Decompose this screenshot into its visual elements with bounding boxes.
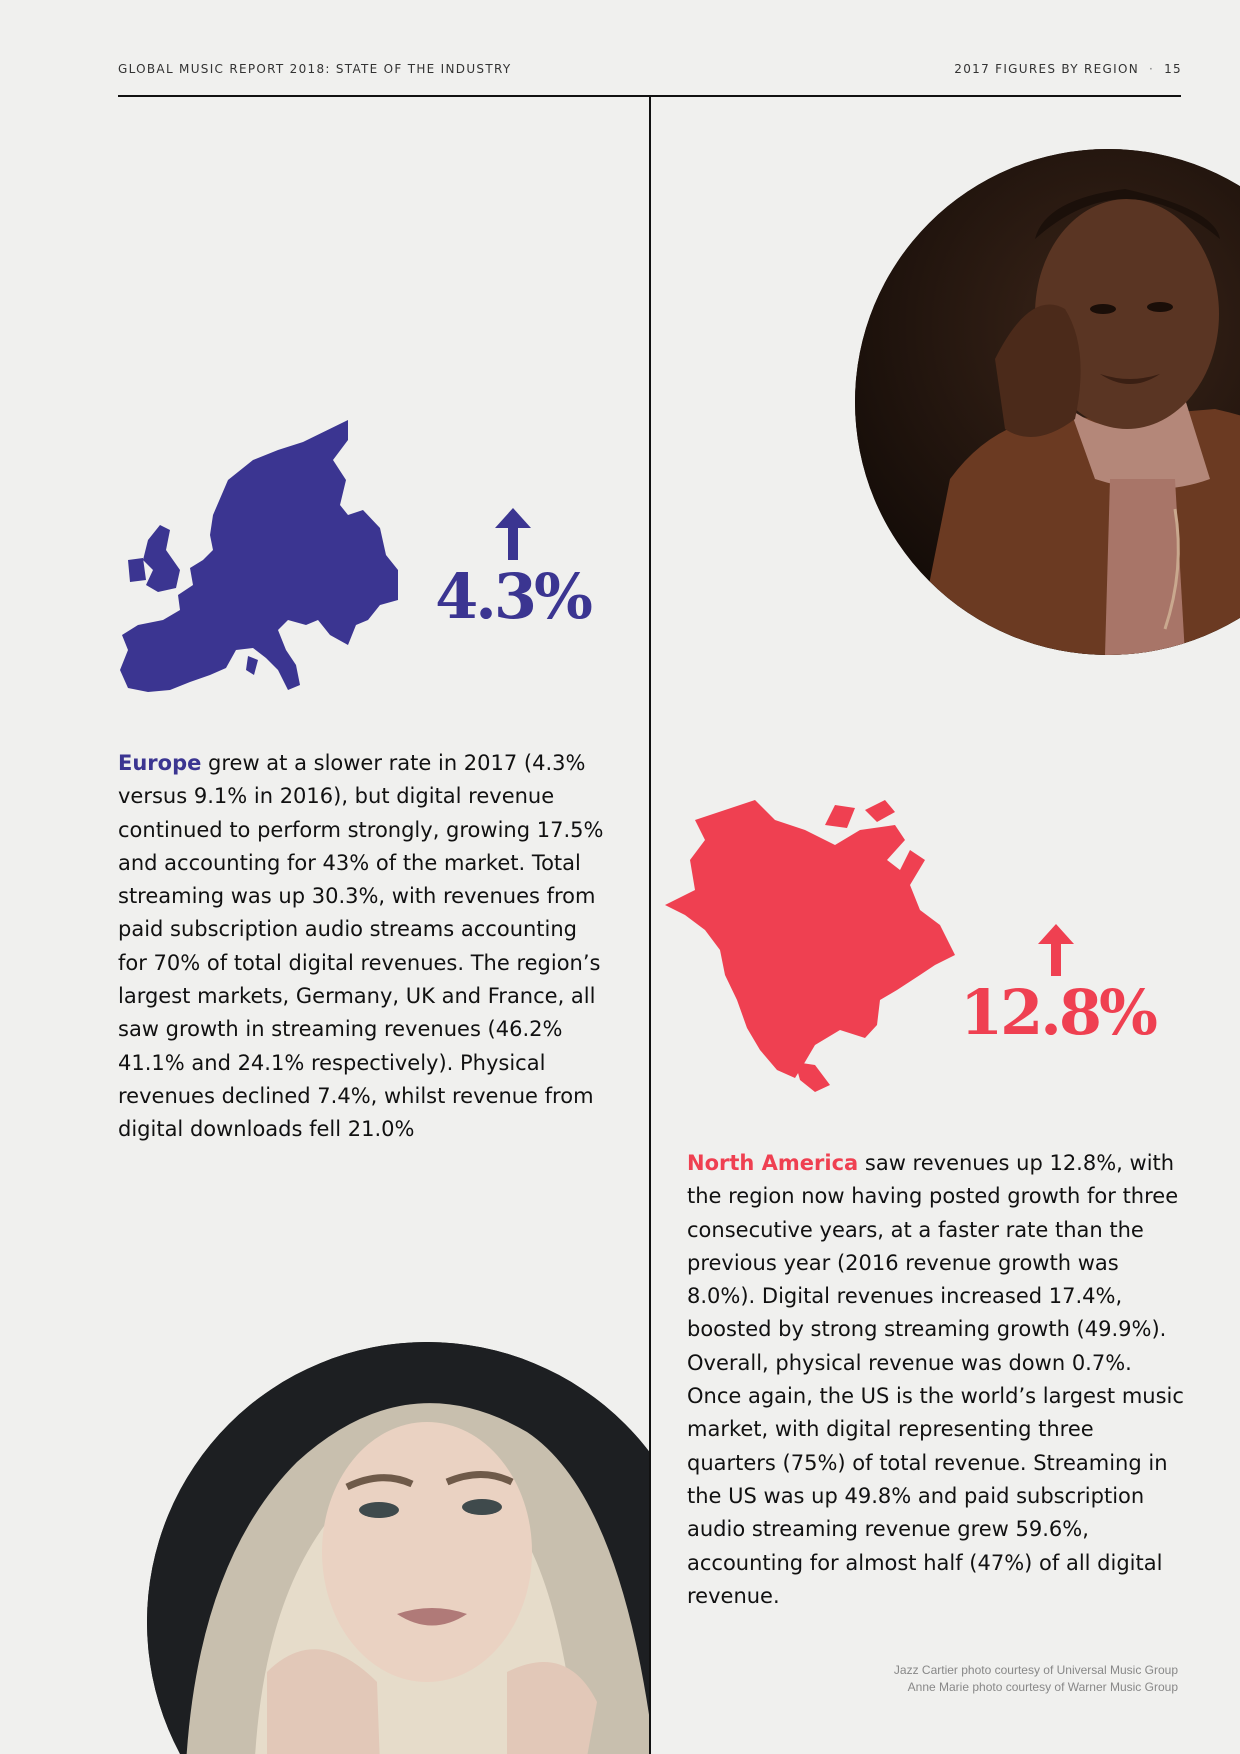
europe-growth-value: 4.3% bbox=[435, 560, 590, 633]
credit-jazz: Jazz Cartier photo courtesy of Universal Music Group bbox=[893, 1663, 1178, 1677]
section-label bbox=[954, 62, 1182, 76]
north-america-lead: North America bbox=[687, 1151, 859, 1175]
europe-growth-stat bbox=[425, 508, 600, 633]
europe-paragraph bbox=[118, 747, 608, 1147]
separator: · bbox=[1149, 62, 1155, 76]
jazz-cartier-photo bbox=[855, 149, 1240, 655]
credit-anne: Anne Marie photo courtesy of Warner Music Group bbox=[907, 1680, 1178, 1694]
europe-lead: Europe bbox=[118, 751, 202, 775]
north-america-map-icon bbox=[665, 800, 960, 1095]
page-number: 15 bbox=[1164, 62, 1182, 76]
section-title: 2017 FIGURES BY REGION bbox=[954, 62, 1139, 76]
north-america-paragraph bbox=[687, 1147, 1187, 1613]
north-america-growth-stat bbox=[960, 924, 1155, 1049]
photo-credits bbox=[894, 1662, 1178, 1696]
north-america-growth-value: 12.8% bbox=[960, 976, 1155, 1049]
column-divider bbox=[649, 97, 651, 1754]
anne-marie-photo bbox=[147, 1342, 649, 1754]
north-america-body: saw revenues up 12.8%, with the region now having posted growth for three consecutive years, at a faster rate than the previous year (2016 revenue growth was 8.0%). Digital revenues increased 17.4%, boosted by strong streaming growth (49.9%). Overall, physical revenue was down 0.7%. Once again, the US is the world’s largest music market, with digital representing three quarters (75%) of total revenue. Streaming in the US was up 49.8% and paid subscription audio streaming revenue grew 59.6%, accounting for almost half (47%) of all digital revenue. bbox=[687, 1151, 1184, 1608]
arrow-up-icon bbox=[495, 508, 531, 560]
europe-map-icon bbox=[118, 420, 403, 700]
europe-body: grew at a slower rate in 2017 (4.3% versus 9.1% in 2016), but digital revenue continued to perform strongly, growing 17.5% and accounting for 43% of the market. Total streaming was up 30.3%, with revenues from paid subscription audio streams accounting for 70% of total digital revenues. The region’s largest markets, Germany, UK and France, all saw growth in streaming revenues (46.2% 41.1% and 24.1% respectively). Physical revenues declined 7.4%, whilst revenue from digital downloads fell 21.0% bbox=[118, 751, 604, 1142]
arrow-up-icon bbox=[1038, 924, 1074, 976]
report-title: GLOBAL MUSIC REPORT 2018: STATE OF THE INDUSTRY bbox=[118, 62, 512, 76]
